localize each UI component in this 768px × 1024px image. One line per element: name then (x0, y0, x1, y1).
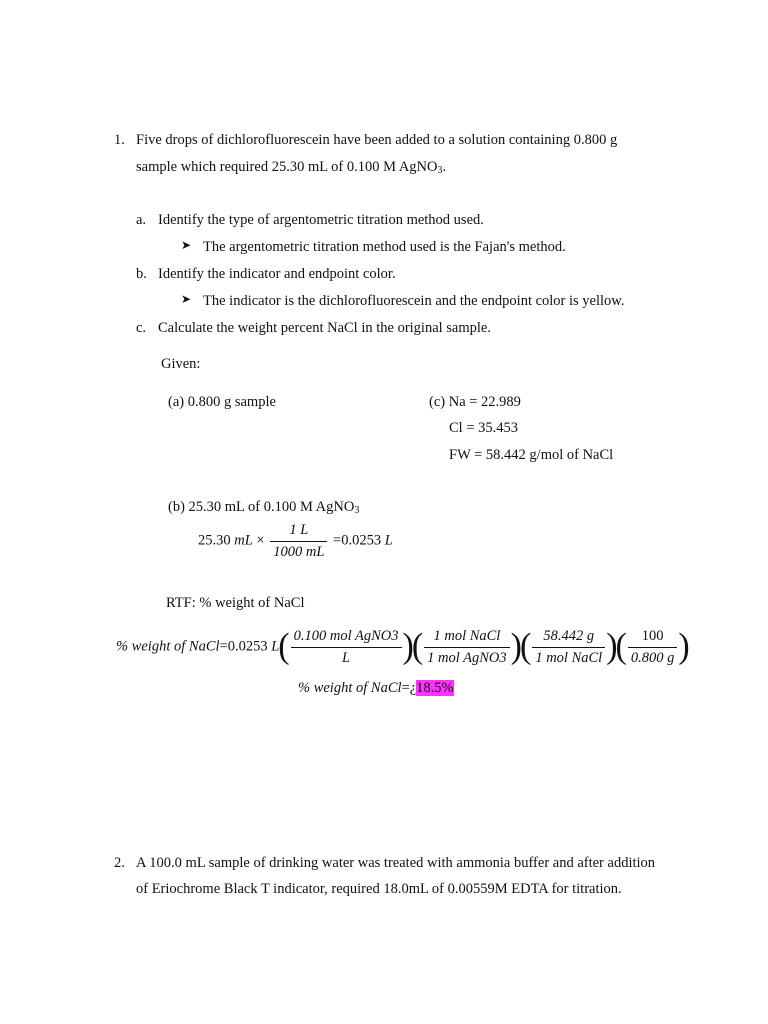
q1b-arrow-icon: ➤ (181, 292, 192, 306)
eq-f2-num: 1 mol NaCl (424, 628, 510, 648)
q1a-arrow-icon: ➤ (181, 238, 192, 252)
main-equation (116, 628, 689, 666)
eq-mid: =0.0253 (219, 638, 268, 655)
conv-times: × (256, 532, 265, 549)
q1b-answer: The indicator is the dichlorofluorescein and the endpoint color is yellow. (203, 293, 625, 309)
result-eq: =¿ (401, 680, 417, 696)
rtf-line: RTF: % weight of NaCl (166, 595, 305, 611)
q1-number: 1. (114, 132, 125, 148)
conv-fraction (270, 522, 327, 560)
paren-close-icon: ) (678, 627, 690, 667)
paren-close-icon: ) (510, 627, 522, 667)
result-equation (298, 681, 454, 696)
paren-open-icon: ( (278, 627, 290, 667)
paren-close-icon: ) (402, 627, 414, 667)
eq-fraction-2 (424, 628, 510, 666)
conv-rhs-unit: L (384, 532, 393, 549)
conv-rhs: =0.0253 (333, 532, 382, 549)
eq-mid-unit: L (271, 638, 280, 655)
given-label: Given: (161, 356, 201, 372)
q1-line1: Five drops of dichlorofluorescein have been added to a solution containing 0.800 g (136, 132, 618, 148)
paren-open-icon: ( (519, 627, 532, 667)
conv-lhs-value: 25.30 (198, 532, 231, 549)
paren-close-icon: ) (606, 627, 618, 667)
q1a-label: a. (136, 212, 147, 228)
eq-f3-num: 58.442 g (532, 628, 605, 648)
q1a-question: Identify the type of argentometric titration method used. (158, 212, 484, 228)
eq-fraction-1 (291, 628, 402, 666)
given-c-fw: FW = 58.442 g/mol of NaCl (449, 447, 614, 463)
q1b-question: Identify the indicator and endpoint color. (158, 266, 396, 282)
eq-f1-num: 0.100 mol AgNO3 (291, 628, 402, 648)
eq-lhs: % weight of NaCl (116, 638, 220, 655)
q1b-label: b. (136, 266, 147, 282)
eq-f2-den: 1 mol AgNO3 (427, 649, 507, 666)
q1-line2-text: sample which required 25.30 mL of 0.100 M AgNO (136, 159, 438, 175)
given-b-text: (b) 25.30 mL of 0.100 M AgNO (168, 499, 355, 515)
eq-f1-den: L (342, 649, 351, 666)
q1c-label: c. (136, 320, 147, 336)
conversion-equation (198, 522, 393, 560)
given-a: (a) 0.800 g sample (168, 394, 276, 410)
eq-f3-den: 1 mol NaCl (535, 649, 603, 666)
conv-frac-den: 1000 mL (273, 543, 325, 560)
q2-number: 2. (114, 855, 125, 871)
given-b-sub: 3 (354, 505, 360, 516)
result-value-highlight: 18.5% (416, 680, 454, 696)
eq-fraction-3 (532, 628, 605, 666)
q1-line2-sub: 3 (437, 165, 443, 176)
eq-fraction-4 (628, 628, 678, 666)
result-lhs: % weight of NaCl (298, 680, 402, 696)
q1-line2-end: . (442, 159, 447, 175)
paren-open-icon: ( (411, 627, 424, 667)
q1-line2 (136, 160, 446, 176)
conv-lhs-unit: mL (234, 532, 253, 549)
conv-frac-num: 1 L (270, 522, 327, 542)
given-b (168, 500, 359, 516)
q1c-question: Calculate the weight percent NaCl in the original sample. (158, 320, 491, 336)
eq-f4-num: 100 (628, 628, 678, 648)
paren-open-icon: ( (615, 627, 627, 667)
given-c-cl: Cl = 35.453 (449, 420, 519, 436)
given-c-na: (c) Na = 22.989 (429, 394, 521, 410)
q2-line2: of Eriochrome Black T indicator, required 18.0mL of 0.00559M EDTA for titration. (136, 881, 622, 897)
q1a-answer: The argentometric titration method used is the Fajan's method. (203, 239, 566, 255)
eq-f4-den: 0.800 g (630, 649, 675, 666)
q2-line1: A 100.0 mL sample of drinking water was treated with ammonia buffer and after addition (136, 855, 656, 871)
